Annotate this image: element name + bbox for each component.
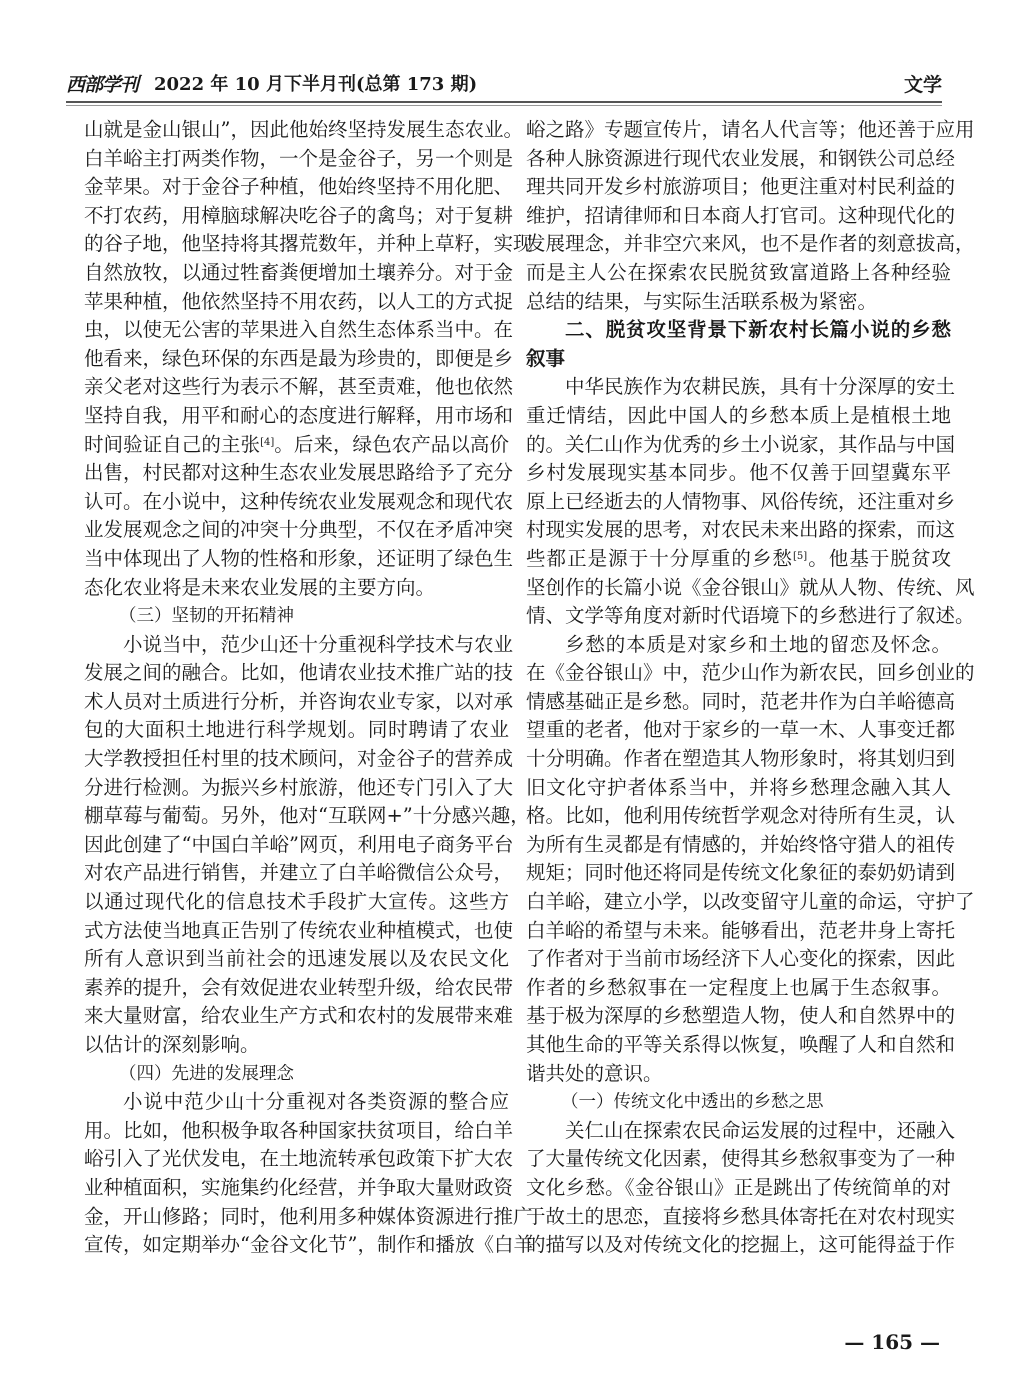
running-header xyxy=(66,68,942,98)
text-line: 坚持自我，用平和耐心的态度进行解释，用市场和 xyxy=(84,403,514,427)
paragraph xyxy=(84,116,533,602)
text-line: 用。比如，他积极争取各种国家扶贫项目，给白羊 xyxy=(84,1118,514,1142)
text-line: 小说当中，范少山还十分重视科学技术与农业 xyxy=(123,632,514,656)
text-line: 苹果种植，他依然坚持不用农药，以人工的方式捉 xyxy=(84,289,514,313)
text-line: 作者的乡愁叙事在一定程度上也属于生态叙事。 xyxy=(526,975,951,999)
paragraph xyxy=(526,631,975,1089)
text-line: 分进行检测。为振兴乡村旅游，他还专门引入了大 xyxy=(84,775,514,799)
text-line: 素养的提升，会有效促进农业转型升级，给农民带 xyxy=(84,975,514,999)
section-heading xyxy=(526,316,951,373)
text-line: 基于极为深厚的乡愁塑造人物，使人和自然界中的 xyxy=(526,1004,956,1028)
citation-marker: [5] xyxy=(793,550,808,562)
text-line: 大学教授担任村里的技术顾问，对金谷子的营养成 xyxy=(84,747,514,771)
text-line: 态化农业将是未来农业发展的主要方向。 xyxy=(84,575,436,599)
text-line: 些都正是源于十分厚重的乡愁[5]。他基于脱贫攻 xyxy=(526,546,951,570)
text-line: 乡村发展现实基本同步。他不仅善于回望冀东平 xyxy=(526,461,951,485)
text-line: 村现实发展的思考，对农民未来出路的探索，而这 xyxy=(526,518,956,542)
text-line: 的描写以及对传统文化的挖掘上，这可能得益于作 xyxy=(526,1233,956,1257)
text-line: 坚创作的长篇小说《金谷银山》就从人物、传统、风 xyxy=(526,575,975,599)
text-line: （一）传统文化中透出的乡愁之思 xyxy=(561,1092,824,1113)
text-line: 对农产品进行销售，并建立了白羊峪微信公众号， xyxy=(84,861,514,885)
text-line: 的谷子地，他坚持将其撂荒数年，并种上草籽，实现 xyxy=(84,232,533,256)
text-line: 宣传，如定期举办“金谷文化节”，制作和播放《白羊 xyxy=(84,1233,533,1257)
text-line: 包的大面积土地进行科学规划。同时聘请了农业 xyxy=(84,718,509,742)
paragraph xyxy=(526,1117,956,1260)
text-line: 维护，招请律师和日本商人打官司。这种现代化的 xyxy=(526,203,956,227)
text-line: 了作者对于当前市场经济下人心变化的探索，因此 xyxy=(526,947,956,971)
text-line: 出售，村民都对这种生态农业发展思路给予了充分 xyxy=(84,461,514,485)
text-line: 其他生命的平等关系得以恢复，唤醒了人和自然和 xyxy=(526,1033,956,1056)
citation-marker: [4] xyxy=(260,436,275,448)
text-line: 于故土的思恋，直接将乡愁具体寄托在对农村现实 xyxy=(526,1204,956,1228)
text-line: 业种植面积，实施集约化经营，并争取大量财政资 xyxy=(84,1175,514,1199)
text-line: 白羊峪主打两类作物，一个是金谷子，另一个则是 xyxy=(84,146,514,170)
text-line: 中华民族作为农耕民族，具有十分深厚的安土 xyxy=(565,375,956,399)
paragraph xyxy=(84,631,530,1060)
text-line: 而是主人公在探索农民脱贫致富道路上各种经验 xyxy=(526,260,951,284)
text-line: 在《金谷银山》中，范少山作为新农民，回乡创业的 xyxy=(526,661,975,685)
text-line: 总结的结果，与实际生活联系极为紧密。 xyxy=(526,289,878,313)
text-line: 金苹果。对于金谷子种植，他始终坚持不用化肥、 xyxy=(84,175,514,199)
text-line: 式方法使当地真正告别了传统农业种植模式，也使 xyxy=(84,918,514,942)
paragraph xyxy=(526,116,975,316)
text-line: 各种人脉资源进行现代农业发展，和钢铁公司总经 xyxy=(526,146,956,170)
text-line: 重迁情结，因此中国人的乡愁本质上是植根土地 xyxy=(526,403,951,427)
section-label: 文学 xyxy=(903,74,942,96)
text-line: 格。比如，他利用传统哲学观念对待所有生灵，认 xyxy=(526,804,956,828)
text-line: 认可。在小说中，这种传统农业发展观念和现代农 xyxy=(84,489,514,513)
text-line: 谐共处的意识。 xyxy=(526,1061,663,1085)
text-line: 十分明确。作者在塑造其人物形象时，将其划归到 xyxy=(526,747,956,771)
text-line: （四）先进的发展理念 xyxy=(119,1063,294,1084)
text-line: 时间验证自己的主张[4]。后来，绿色农产品以高价 xyxy=(84,432,509,456)
text-line: 峪引入了光伏发电，在土地流转承包政策下扩大农 xyxy=(84,1147,514,1171)
text-line: 因此创建了“中国白羊峪”网页，利用电子商务平台 xyxy=(84,832,514,856)
text-line: 他看来，绿色环保的东西是最为珍贵的，即便是乡 xyxy=(84,346,514,370)
left-column xyxy=(84,116,533,1260)
text-line: 小说中范少山十分重视对各类资源的整合应 xyxy=(123,1090,509,1114)
text-line: 为所有生灵都是有情感的，并始终恪守猎人的祖传 xyxy=(526,832,956,856)
header-rule-thin xyxy=(66,105,942,106)
text-line: 自然放牧，以通过牲畜粪便增加土壤养分。对于金 xyxy=(84,260,514,284)
paragraph xyxy=(526,373,975,630)
text-line: 峪之路》专题宣传片，请名人代言等；他还善于应用 xyxy=(526,118,975,141)
text-line: 来大量财富，给农业生产方式和农村的发展带来难 xyxy=(84,1004,514,1028)
page-number: — 165 — xyxy=(844,1330,940,1354)
text-line: 以通过现代化的信息技术手段扩大宣传。这些方 xyxy=(84,890,509,914)
subsection-heading xyxy=(84,602,509,631)
text-line: 虫，以使无公害的苹果进入自然生态体系当中。在 xyxy=(84,318,514,342)
text-line: 当中体现出了人物的性格和形象，还证明了绿色生 xyxy=(84,546,514,570)
text-line: 白羊峪，建立小学，以改变留守儿童的命运，守护了 xyxy=(526,890,975,914)
text-line: 叙事 xyxy=(526,346,566,370)
text-line: 发展理念，并非空穴来风，也不是作者的刻意拔高， xyxy=(526,232,975,256)
text-line: 旧文化守护者体系当中，并将乡愁理念融入其人 xyxy=(526,775,951,799)
text-line: 文化乡愁。《金谷银山》正是跳出了传统简单的对 xyxy=(526,1175,951,1199)
text-line: 情感基础正是乡愁。同时，范老井作为白羊峪德高 xyxy=(526,689,956,713)
text-line: 二、脱贫攻坚背景下新农村长篇小说的乡愁 xyxy=(565,318,951,342)
text-line: 业发展观念之间的冲突十分典型，不仅在矛盾冲突 xyxy=(84,518,514,542)
text-line: 山就是金山银山”，因此他始终坚持发展生态农业。 xyxy=(84,118,523,141)
text-line: 理共同开发乡村旅游项目；他更注重对村民利益的 xyxy=(526,175,956,199)
text-line: （三）坚韧的开拓精神 xyxy=(119,606,294,627)
text-line: 发展之间的融合。比如，他请农业技术推广站的技 xyxy=(84,661,514,685)
text-line: 乡愁的本质是对家乡和土地的留恋及怀念。 xyxy=(565,632,951,656)
text-line: 棚草莓与葡萄。另外，他对“互联网+”十分感兴趣， xyxy=(84,804,530,828)
text-line: 白羊峪的希望与未来。能够看出，范老井身上寄托 xyxy=(526,918,956,942)
journal-logo: 西部学刊 xyxy=(66,74,139,96)
text-line: 不打农药，用樟脑球解决吃谷子的禽鸟；对于复耕 xyxy=(84,203,514,227)
paragraph xyxy=(84,1088,533,1260)
text-line: 了大量传统文化因素，使得其乡愁叙事变为了一种 xyxy=(526,1147,956,1171)
text-line: 原上已经逝去的人情物事、风俗传统，还注重对乡 xyxy=(526,489,956,513)
text-line: 以估计的深刻影响。 xyxy=(84,1033,260,1056)
text-line: 望重的老者，他对于家乡的一草一木、人事变迁都 xyxy=(526,718,956,742)
text-line: 规矩；同时他还将同是传统文化象征的泰奶奶请到 xyxy=(526,861,956,885)
text-line: 金，开山修路；同时，他利用多种媒体资源进行推广 xyxy=(84,1204,533,1228)
text-line: 所有人意识到当前社会的迅速发展以及农民文化 xyxy=(84,947,509,971)
right-column xyxy=(526,116,975,1260)
text-line: 术人员对土质进行分析，并咨询农业专家，以对承 xyxy=(84,689,514,713)
subsection-heading xyxy=(84,1060,509,1089)
text-line: 关仁山在探索农民命运发展的过程中，还融入 xyxy=(565,1118,956,1142)
text-line: 的。关仁山作为优秀的乡土小说家，其作品与中国 xyxy=(526,432,956,456)
subsection-heading xyxy=(526,1088,951,1117)
text-line: 情、文学等角度对新时代语境下的乡愁进行了叙述。 xyxy=(526,604,975,628)
issue-info: 2022 年 10 月下半月刊(总第 173 期) xyxy=(154,74,478,95)
text-line: 亲父老对这些行为表示不解，甚至责难，他也依然 xyxy=(84,375,514,399)
header-rule xyxy=(66,101,942,103)
